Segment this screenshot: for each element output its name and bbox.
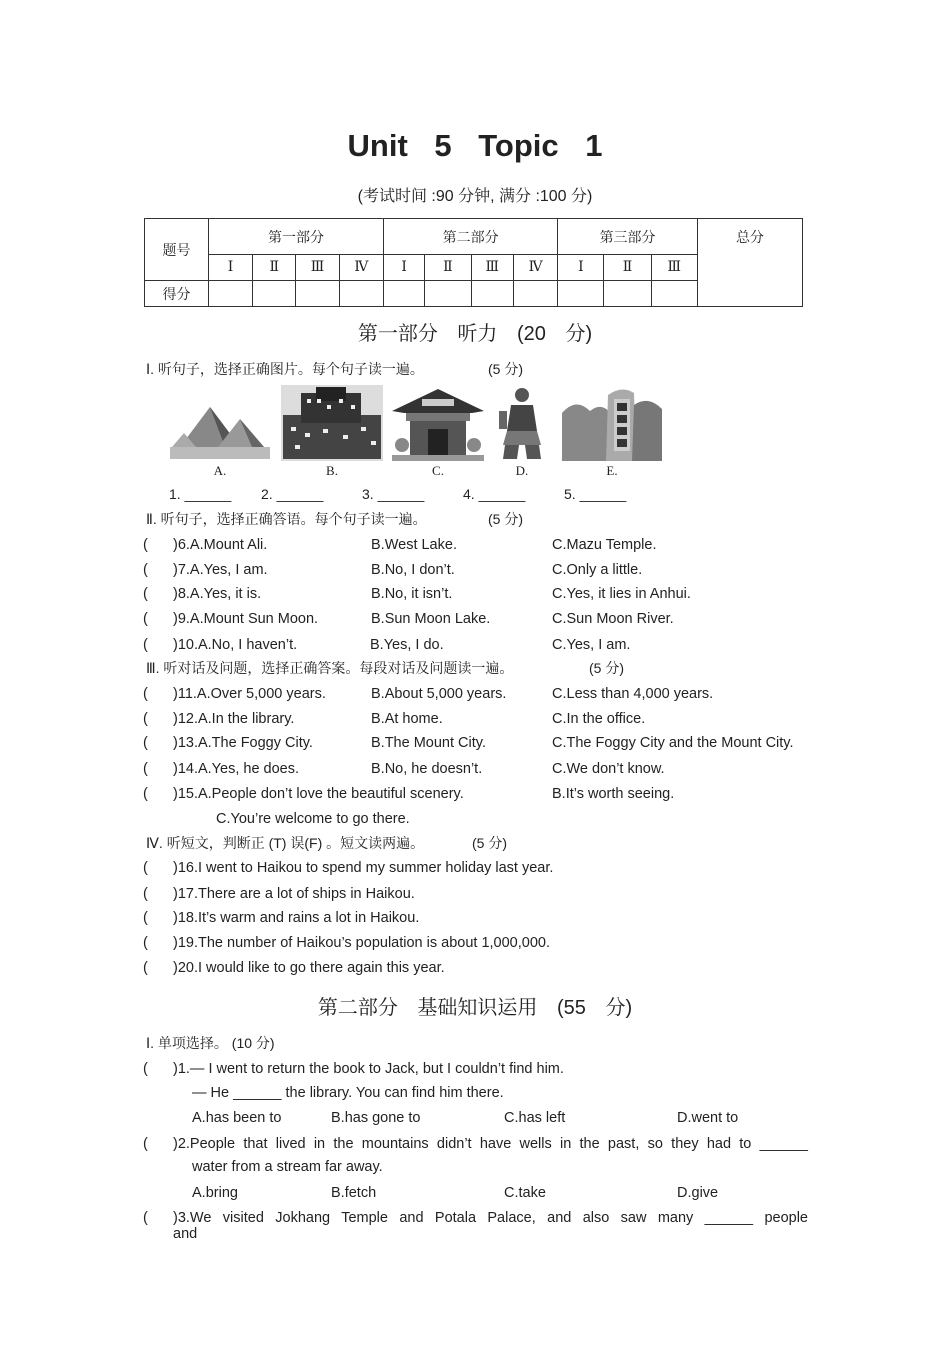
option-c: C.Less than 4,000 years.: [552, 686, 714, 702]
row-label-score: 得分: [145, 281, 209, 307]
option-b: B.West Lake.: [371, 537, 457, 553]
picture-c: [392, 385, 484, 480]
answer-paren[interactable]: (: [143, 935, 148, 951]
potala-palace-icon: [281, 385, 383, 461]
s1-points: (5 分): [488, 361, 523, 377]
statement: )17.There are a lot of ships in Haikou.: [173, 886, 415, 902]
question-option-a: )14.A.Yes, he does.: [173, 761, 300, 777]
numeral-cell: Ⅰ: [384, 255, 425, 281]
option-c: C.The Foggy City and the Mount City.: [552, 735, 794, 751]
question-text: water from a stream far away.: [192, 1159, 383, 1175]
answer-blank-3[interactable]: 3. ______: [362, 486, 425, 502]
picture-a: [170, 385, 270, 480]
s3-heading: Ⅲ. 听对话及问题，选择正确答案。每段对话及问题读一遍。: [146, 660, 514, 676]
answer-paren[interactable]: (: [143, 611, 148, 627]
numeral-cell: Ⅲ: [296, 255, 339, 281]
option-b: B.fetch: [331, 1185, 377, 1201]
question-option-a: )12.A.In the library.: [173, 711, 295, 727]
numeral-cell: Ⅳ: [339, 255, 383, 281]
option-d: D.give: [677, 1185, 719, 1201]
s1-heading: Ⅰ. 听句子，选择正确图片。每个句子读一遍。: [146, 361, 424, 377]
answer-paren[interactable]: (: [143, 562, 148, 578]
option-c: C.Yes, I am.: [552, 637, 631, 653]
option-b: B.Yes, I do.: [370, 637, 444, 653]
total-header: 总分: [697, 219, 802, 307]
question-option-a: )6.A.Mount Ali.: [173, 537, 268, 553]
picture-e: [562, 385, 662, 480]
question-text: — He ______ the library. You can find him there.: [192, 1085, 504, 1101]
numeral-cell: Ⅲ: [471, 255, 513, 281]
option-c: C.We don’t know.: [552, 761, 665, 777]
answer-paren[interactable]: (: [143, 537, 148, 553]
answer-paren[interactable]: (: [143, 686, 148, 702]
answer-blank-4[interactable]: 4. ______: [463, 486, 526, 502]
option-a: A.bring: [192, 1185, 238, 1201]
answer-paren[interactable]: (: [143, 711, 148, 727]
question-text: )3.We visited Jokhang Temple and Potala Palace, and also saw many ______ people and: [173, 1210, 808, 1242]
option-b: B.Sun Moon Lake.: [371, 611, 491, 627]
answer-blank-5[interactable]: 5. ______: [564, 486, 627, 502]
numeral-cell: Ⅲ: [651, 255, 697, 281]
question-option-a: )13.A.The Foggy City.: [173, 735, 313, 751]
score-cell[interactable]: [604, 281, 651, 307]
score-cell[interactable]: [471, 281, 513, 307]
s3-points: (5 分): [589, 660, 624, 676]
p2s1-heading: Ⅰ. 单项选择。 (10 分): [146, 1035, 275, 1051]
statement: )19.The number of Haikou’s population is about 1,000,000.: [173, 935, 550, 951]
option-c: C.Mazu Temple.: [552, 537, 657, 553]
option-c: C.take: [504, 1185, 546, 1201]
question-option-a: )9.A.Mount Sun Moon.: [173, 611, 319, 627]
question-text: )1.— I went to return the book to Jack, but I couldn’t find him.: [173, 1061, 564, 1077]
numeral-cell: Ⅱ: [253, 255, 296, 281]
part1-header: 第一部分: [208, 219, 383, 255]
option-b: B.No, he doesn’t.: [371, 761, 483, 777]
score-cell[interactable]: [558, 281, 604, 307]
answer-paren[interactable]: (: [143, 586, 148, 602]
terracotta-warrior-icon: [497, 385, 547, 461]
statement: )16.I went to Haikou to spend my summer holiday last year.: [173, 860, 554, 876]
score-cell[interactable]: [384, 281, 425, 307]
answer-paren[interactable]: (: [143, 637, 148, 653]
picture-label: A.: [213, 463, 227, 478]
temple-icon: [392, 385, 484, 461]
wuyue-mountain-icon: [562, 385, 662, 461]
score-table: [144, 218, 803, 307]
answer-paren[interactable]: (: [143, 1210, 148, 1226]
picture-label: C.: [432, 463, 444, 478]
option-b: B.It’s worth seeing.: [552, 786, 675, 802]
answer-blank-1[interactable]: 1. ______: [169, 486, 232, 502]
option-c: C.You’re welcome to go there.: [216, 811, 410, 827]
s2-heading: Ⅱ. 听句子，选择正确答语。每个句子读一遍。: [146, 511, 427, 527]
answer-paren[interactable]: (: [143, 886, 148, 902]
answer-paren[interactable]: (: [143, 1061, 148, 1077]
s4-heading: Ⅳ. 听短文，判断正 (T) 误(F) 。短文读两遍。: [146, 835, 425, 851]
score-cell[interactable]: [651, 281, 697, 307]
option-b: B.The Mount City.: [371, 735, 486, 751]
part3-header: 第三部分: [558, 219, 698, 255]
score-cell[interactable]: [253, 281, 296, 307]
numeral-cell: Ⅳ: [513, 255, 557, 281]
question-option-a: )8.A.Yes, it is.: [173, 586, 262, 602]
s4-points: (5 分): [472, 835, 507, 851]
score-cell[interactable]: [513, 281, 557, 307]
option-b: B.About 5,000 years.: [371, 686, 507, 702]
option-a: A.has been to: [192, 1110, 282, 1126]
row-label-question: 题号: [145, 219, 209, 281]
option-b: B.No, it isn’t.: [371, 586, 453, 602]
option-c: C.Sun Moon River.: [552, 611, 674, 627]
picture-label: D.: [515, 463, 529, 478]
part2-header: 第二部分: [384, 219, 558, 255]
option-c: C.Only a little.: [552, 562, 643, 578]
pyramids-icon: [170, 385, 270, 461]
answer-paren[interactable]: (: [143, 786, 148, 802]
numeral-cell: Ⅱ: [425, 255, 471, 281]
question-option-a: )7.A.Yes, I am.: [173, 562, 268, 578]
answer-paren[interactable]: (: [143, 735, 148, 751]
numeral-cell: Ⅰ: [208, 255, 252, 281]
page-title: Unit 5 Topic 1: [347, 128, 603, 163]
option-b: B.has gone to: [331, 1110, 421, 1126]
option-c: C.In the office.: [552, 711, 646, 727]
option-b: B.No, I don’t.: [371, 562, 455, 578]
score-cell[interactable]: [296, 281, 339, 307]
picture-b: [281, 385, 383, 480]
option-c: C.has left: [504, 1110, 566, 1126]
answer-paren[interactable]: (: [143, 761, 148, 777]
numeral-cell: Ⅰ: [558, 255, 604, 281]
answer-paren[interactable]: (: [143, 910, 148, 926]
question-option-a: )15.A.People don’t love the beautiful scenery.: [173, 786, 464, 802]
option-c: C.Yes, it lies in Anhui.: [552, 586, 691, 602]
part2-heading: 第二部分 基础知识运用 (55 分): [317, 997, 633, 1019]
question-option-a: )11.A.Over 5,000 years.: [173, 686, 326, 702]
numeral-cell: Ⅱ: [604, 255, 651, 281]
option-b: B.At home.: [371, 711, 443, 727]
part1-heading: 第一部分 听力 (20 分): [357, 323, 593, 345]
option-d: D.went to: [677, 1110, 739, 1126]
answer-paren[interactable]: (: [143, 860, 148, 876]
answer-paren[interactable]: (: [143, 1136, 148, 1152]
answer-paren[interactable]: (: [143, 960, 148, 976]
score-cell[interactable]: [339, 281, 383, 307]
question-option-a: )10.A.No, I haven’t.: [173, 637, 298, 653]
score-cell[interactable]: [208, 281, 252, 307]
picture-label: E.: [606, 463, 618, 478]
question-text: )2.People that lived in the mountains didn’t have wells in the past, so they had to ______: [173, 1136, 808, 1152]
picture-d: [497, 385, 547, 480]
answer-blank-2[interactable]: 2. ______: [261, 486, 324, 502]
exam-info: (考试时间 :90 分钟, 满分 :100 分): [357, 188, 593, 205]
statement: )18.It’s warm and rains a lot in Haikou.: [173, 910, 420, 926]
score-cell[interactable]: [425, 281, 471, 307]
statement: )20.I would like to go there again this year.: [173, 960, 445, 976]
picture-label: B.: [326, 463, 338, 478]
s2-points: (5 分): [488, 511, 523, 527]
